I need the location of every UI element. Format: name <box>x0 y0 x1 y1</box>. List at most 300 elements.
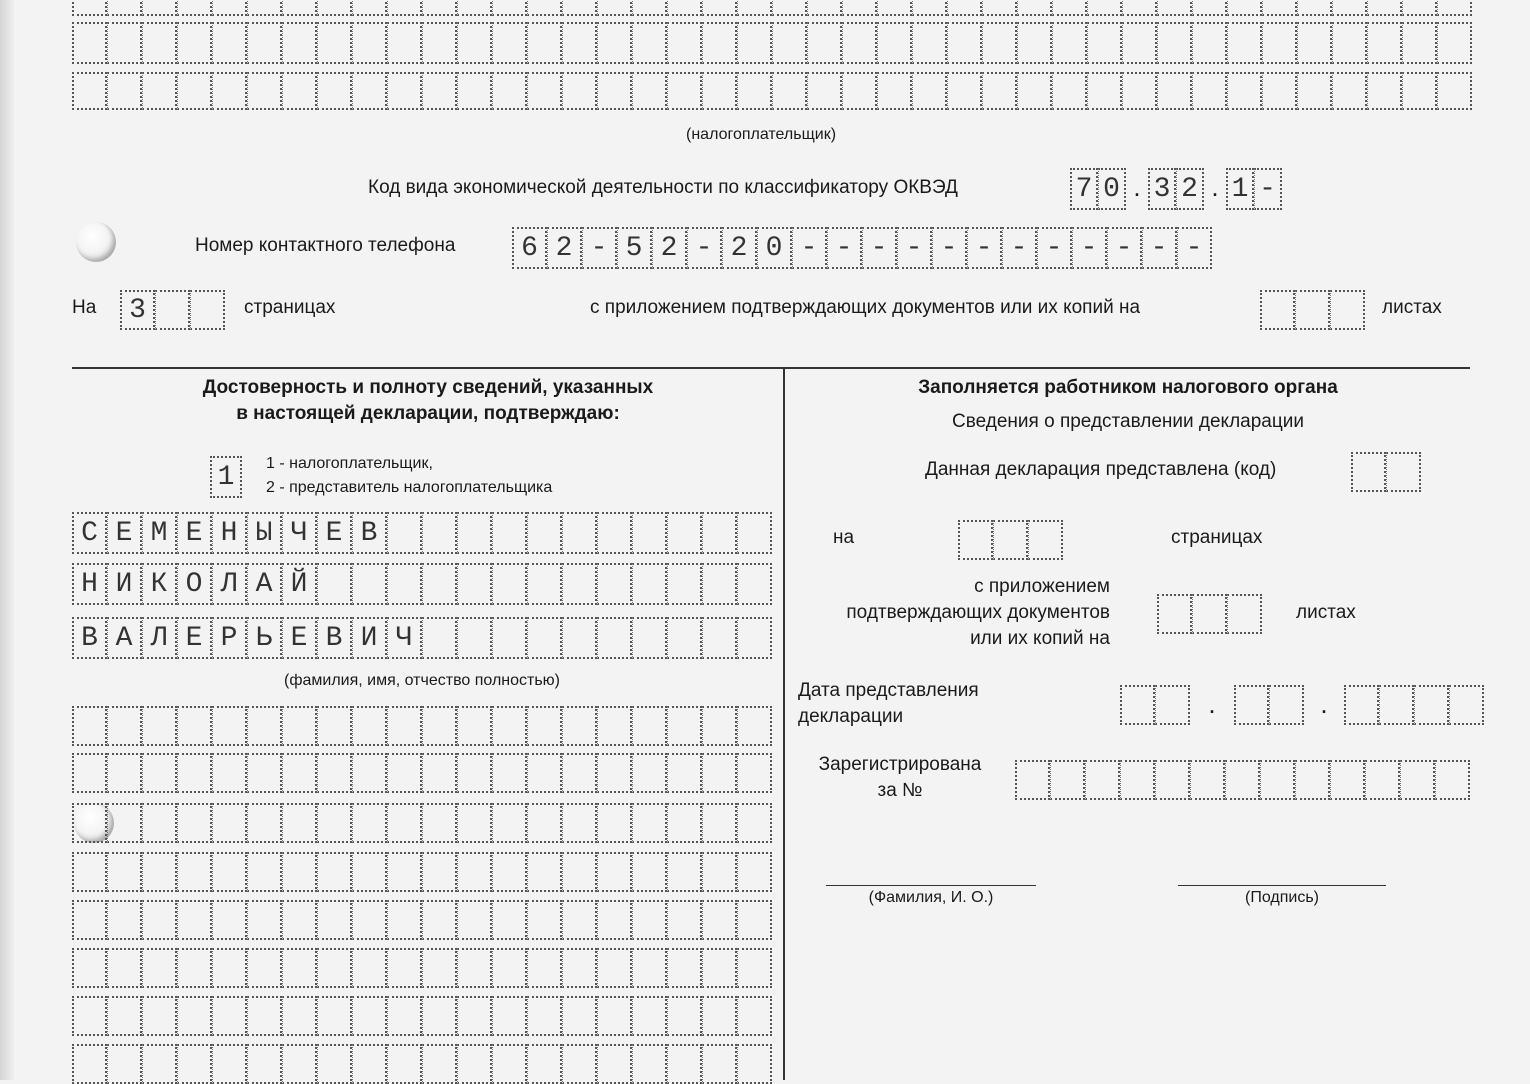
char-cell[interactable] <box>562 1044 597 1084</box>
char-cell[interactable] <box>1122 0 1157 16</box>
char-cell[interactable] <box>667 753 702 793</box>
char-cell[interactable] <box>492 852 527 892</box>
char-cell[interactable] <box>387 803 422 843</box>
char-cell[interactable] <box>317 72 352 110</box>
char-cell[interactable]: Ы <box>247 512 282 554</box>
char-cell[interactable] <box>492 0 527 16</box>
char-cell[interactable] <box>1262 22 1297 64</box>
char-cell[interactable] <box>107 72 142 110</box>
char-cell[interactable] <box>667 0 702 16</box>
char-cell[interactable] <box>667 706 702 746</box>
char-cell[interactable] <box>702 0 737 16</box>
char-cell[interactable] <box>632 753 667 793</box>
char-cell[interactable] <box>562 563 597 605</box>
char-cell[interactable] <box>177 900 212 940</box>
char-cell[interactable] <box>667 1044 702 1084</box>
char-cell[interactable] <box>72 948 107 988</box>
char-cell[interactable] <box>597 996 632 1036</box>
char-cell[interactable] <box>702 512 737 554</box>
char-cell[interactable] <box>72 1044 107 1084</box>
char-cell[interactable] <box>667 563 702 605</box>
char-cell[interactable] <box>1402 22 1437 64</box>
char-cell[interactable]: Н <box>72 563 107 605</box>
char-cell[interactable] <box>1017 72 1052 110</box>
char-cell[interactable] <box>702 753 737 793</box>
char-cell[interactable] <box>667 72 702 110</box>
char-cell[interactable] <box>562 706 597 746</box>
char-cell[interactable] <box>422 996 457 1036</box>
char-cell[interactable] <box>1344 685 1379 725</box>
char-cell[interactable] <box>387 753 422 793</box>
phone-field[interactable] <box>512 227 1212 269</box>
char-cell[interactable]: 6 <box>512 227 547 269</box>
char-cell[interactable] <box>72 22 107 64</box>
char-cell[interactable] <box>1192 0 1227 16</box>
char-cell[interactable] <box>457 996 492 1036</box>
char-cell[interactable] <box>317 852 352 892</box>
char-cell[interactable] <box>1017 0 1052 16</box>
char-cell[interactable] <box>107 852 142 892</box>
char-cell[interactable] <box>737 852 772 892</box>
submitted-code-field[interactable] <box>1351 452 1421 492</box>
char-cell[interactable] <box>737 900 772 940</box>
char-cell[interactable] <box>212 803 247 843</box>
char-cell[interactable] <box>177 0 212 16</box>
char-cell[interactable] <box>632 803 667 843</box>
char-cell[interactable] <box>1192 594 1227 634</box>
char-cell[interactable] <box>1087 0 1122 16</box>
char-cell[interactable]: К <box>142 563 177 605</box>
char-cell[interactable] <box>667 996 702 1036</box>
char-cell[interactable] <box>457 706 492 746</box>
char-cell[interactable] <box>527 72 562 110</box>
char-cell[interactable] <box>1260 290 1295 330</box>
char-cell[interactable] <box>1192 72 1227 110</box>
representative-row-8[interactable] <box>72 1044 772 1084</box>
char-cell[interactable] <box>877 72 912 110</box>
char-cell[interactable] <box>492 563 527 605</box>
char-cell[interactable] <box>352 0 387 16</box>
char-cell[interactable] <box>562 753 597 793</box>
char-cell[interactable] <box>72 852 107 892</box>
char-cell[interactable] <box>177 1044 212 1084</box>
char-cell[interactable] <box>527 563 562 605</box>
char-cell[interactable] <box>632 512 667 554</box>
char-cell[interactable] <box>422 753 457 793</box>
char-cell[interactable] <box>212 900 247 940</box>
char-cell[interactable] <box>702 948 737 988</box>
char-cell[interactable] <box>1332 22 1367 64</box>
char-cell[interactable]: Й <box>282 563 317 605</box>
char-cell[interactable] <box>247 996 282 1036</box>
char-cell[interactable] <box>737 803 772 843</box>
char-cell[interactable] <box>737 512 772 554</box>
char-cell[interactable] <box>107 996 142 1036</box>
char-cell[interactable] <box>282 72 317 110</box>
char-cell[interactable] <box>177 22 212 64</box>
char-cell[interactable] <box>177 948 212 988</box>
char-cell[interactable]: Е <box>317 512 352 554</box>
char-cell[interactable] <box>352 753 387 793</box>
char-cell[interactable] <box>317 706 352 746</box>
char-cell[interactable] <box>1330 760 1365 800</box>
char-cell[interactable] <box>1157 594 1192 634</box>
char-cell[interactable] <box>1085 760 1120 800</box>
char-cell[interactable] <box>317 900 352 940</box>
char-cell[interactable] <box>107 22 142 64</box>
char-cell[interactable] <box>737 22 772 64</box>
char-cell[interactable] <box>107 900 142 940</box>
char-cell[interactable] <box>632 1044 667 1084</box>
char-cell[interactable] <box>72 900 107 940</box>
char-cell[interactable] <box>247 22 282 64</box>
char-cell[interactable] <box>352 72 387 110</box>
char-cell[interactable] <box>247 72 282 110</box>
char-cell[interactable] <box>1190 760 1225 800</box>
char-cell[interactable] <box>597 948 632 988</box>
char-cell[interactable] <box>422 1044 457 1084</box>
char-cell[interactable] <box>282 1044 317 1084</box>
char-cell[interactable] <box>702 706 737 746</box>
char-cell[interactable] <box>352 948 387 988</box>
char-cell[interactable] <box>842 72 877 110</box>
char-cell[interactable] <box>1262 0 1297 16</box>
char-cell[interactable] <box>317 0 352 16</box>
char-cell[interactable] <box>702 617 737 659</box>
char-cell[interactable]: - <box>897 227 932 269</box>
char-cell[interactable] <box>282 948 317 988</box>
char-cell[interactable] <box>177 72 212 110</box>
char-cell[interactable] <box>562 72 597 110</box>
char-cell[interactable] <box>1297 0 1332 16</box>
char-cell[interactable] <box>212 22 247 64</box>
char-cell[interactable] <box>1122 72 1157 110</box>
char-cell[interactable] <box>247 900 282 940</box>
char-cell[interactable] <box>632 948 667 988</box>
char-cell[interactable] <box>142 706 177 746</box>
char-cell[interactable] <box>352 706 387 746</box>
char-cell[interactable]: Л <box>212 563 247 605</box>
char-cell[interactable] <box>1157 72 1192 110</box>
char-cell[interactable] <box>527 706 562 746</box>
char-cell[interactable]: В <box>317 617 352 659</box>
char-cell[interactable] <box>562 900 597 940</box>
char-cell[interactable] <box>1087 22 1122 64</box>
char-cell[interactable] <box>317 1044 352 1084</box>
char-cell[interactable] <box>737 706 772 746</box>
char-cell[interactable] <box>702 803 737 843</box>
char-cell[interactable]: 0 <box>1098 168 1126 210</box>
char-cell[interactable]: - <box>1037 227 1072 269</box>
char-cell[interactable] <box>597 852 632 892</box>
char-cell[interactable] <box>107 0 142 16</box>
char-cell[interactable] <box>387 22 422 64</box>
char-cell[interactable] <box>807 22 842 64</box>
char-cell[interactable] <box>1157 22 1192 64</box>
char-cell[interactable] <box>387 563 422 605</box>
char-cell[interactable] <box>422 803 457 843</box>
char-cell[interactable] <box>527 900 562 940</box>
char-cell[interactable] <box>597 617 632 659</box>
char-cell[interactable] <box>667 900 702 940</box>
representative-row-4[interactable] <box>72 852 772 892</box>
char-cell[interactable]: Ч <box>282 512 317 554</box>
okved-field[interactable] <box>1070 168 1282 210</box>
char-cell[interactable] <box>282 996 317 1036</box>
char-cell[interactable]: 0 <box>757 227 792 269</box>
char-cell[interactable] <box>422 22 457 64</box>
char-cell[interactable] <box>387 0 422 16</box>
registration-number-field[interactable] <box>1015 760 1470 800</box>
char-cell[interactable] <box>247 706 282 746</box>
char-cell[interactable] <box>737 563 772 605</box>
char-cell[interactable] <box>317 996 352 1036</box>
char-cell[interactable] <box>142 1044 177 1084</box>
char-cell[interactable]: В <box>352 512 387 554</box>
char-cell[interactable] <box>492 22 527 64</box>
char-cell[interactable] <box>317 803 352 843</box>
char-cell[interactable] <box>422 512 457 554</box>
char-cell[interactable] <box>912 22 947 64</box>
char-cell[interactable] <box>282 22 317 64</box>
char-cell[interactable]: Л <box>142 617 177 659</box>
char-cell[interactable] <box>1386 452 1421 492</box>
char-cell[interactable] <box>212 1044 247 1084</box>
char-cell[interactable] <box>387 72 422 110</box>
char-cell[interactable]: Ь <box>247 617 282 659</box>
char-cell[interactable] <box>527 0 562 16</box>
char-cell[interactable]: В <box>72 617 107 659</box>
char-cell[interactable] <box>1052 22 1087 64</box>
char-cell[interactable] <box>737 0 772 16</box>
char-cell[interactable] <box>842 0 877 16</box>
taxpayer-row-2[interactable] <box>72 72 1472 110</box>
char-cell[interactable] <box>597 72 632 110</box>
char-cell[interactable] <box>1052 72 1087 110</box>
char-cell[interactable] <box>72 706 107 746</box>
char-cell[interactable] <box>562 948 597 988</box>
char-cell[interactable] <box>457 22 492 64</box>
char-cell[interactable] <box>387 948 422 988</box>
char-cell[interactable]: 2 <box>547 227 582 269</box>
char-cell[interactable] <box>247 948 282 988</box>
char-cell[interactable]: Е <box>282 617 317 659</box>
char-cell[interactable] <box>772 22 807 64</box>
char-cell[interactable] <box>1351 452 1386 492</box>
char-cell[interactable] <box>142 996 177 1036</box>
char-cell[interactable] <box>142 22 177 64</box>
char-cell[interactable] <box>1155 760 1190 800</box>
char-cell[interactable] <box>1297 22 1332 64</box>
char-cell[interactable] <box>387 512 422 554</box>
char-cell[interactable]: Н <box>212 512 247 554</box>
char-cell[interactable] <box>212 72 247 110</box>
char-cell[interactable] <box>772 0 807 16</box>
char-cell[interactable] <box>1157 0 1192 16</box>
char-cell[interactable] <box>422 706 457 746</box>
char-cell[interactable] <box>1365 760 1400 800</box>
char-cell[interactable] <box>212 706 247 746</box>
patronymic-field[interactable] <box>72 617 772 659</box>
date-field[interactable] <box>1120 685 1484 725</box>
char-cell[interactable] <box>702 996 737 1036</box>
char-cell[interactable] <box>632 72 667 110</box>
char-cell[interactable] <box>1435 760 1470 800</box>
char-cell[interactable] <box>1028 520 1063 560</box>
char-cell[interactable] <box>597 563 632 605</box>
char-cell[interactable] <box>1295 760 1330 800</box>
char-cell[interactable]: 1 <box>1226 168 1254 210</box>
char-cell[interactable]: 2 <box>652 227 687 269</box>
char-cell[interactable] <box>1227 22 1262 64</box>
char-cell[interactable] <box>807 0 842 16</box>
char-cell[interactable] <box>247 753 282 793</box>
char-cell[interactable] <box>597 0 632 16</box>
char-cell[interactable] <box>142 0 177 16</box>
char-cell[interactable]: - <box>862 227 897 269</box>
char-cell[interactable] <box>107 948 142 988</box>
char-cell[interactable] <box>632 852 667 892</box>
char-cell[interactable] <box>737 948 772 988</box>
char-cell[interactable] <box>527 1044 562 1084</box>
char-cell[interactable] <box>155 290 190 330</box>
char-cell[interactable] <box>1087 72 1122 110</box>
taxpayer-row-1[interactable] <box>72 22 1472 64</box>
char-cell[interactable]: Е <box>177 512 212 554</box>
char-cell[interactable] <box>1402 72 1437 110</box>
representative-row-3[interactable] <box>72 803 772 843</box>
char-cell[interactable] <box>72 803 107 843</box>
char-cell[interactable]: 2 <box>1176 168 1204 210</box>
right-pages-field[interactable] <box>958 520 1063 560</box>
char-cell[interactable] <box>1330 290 1365 330</box>
char-cell[interactable] <box>247 1044 282 1084</box>
char-cell[interactable] <box>597 900 632 940</box>
char-cell[interactable] <box>632 900 667 940</box>
char-cell[interactable] <box>1015 760 1050 800</box>
char-cell[interactable]: И <box>107 563 142 605</box>
char-cell[interactable] <box>562 512 597 554</box>
char-cell[interactable] <box>1122 22 1157 64</box>
char-cell[interactable] <box>457 617 492 659</box>
char-cell[interactable]: 5 <box>617 227 652 269</box>
char-cell[interactable] <box>457 72 492 110</box>
char-cell[interactable] <box>597 22 632 64</box>
char-cell[interactable] <box>1332 0 1367 16</box>
char-cell[interactable] <box>1400 760 1435 800</box>
char-cell[interactable] <box>527 512 562 554</box>
char-cell[interactable] <box>912 0 947 16</box>
char-cell[interactable] <box>632 0 667 16</box>
char-cell[interactable] <box>947 72 982 110</box>
char-cell[interactable]: - <box>1107 227 1142 269</box>
char-cell[interactable] <box>422 948 457 988</box>
char-cell[interactable] <box>1379 685 1414 725</box>
char-cell[interactable] <box>317 22 352 64</box>
char-cell[interactable] <box>958 520 993 560</box>
char-cell[interactable] <box>527 617 562 659</box>
representative-row-7[interactable] <box>72 996 772 1036</box>
char-cell[interactable] <box>562 803 597 843</box>
char-cell[interactable] <box>527 803 562 843</box>
char-cell[interactable] <box>317 948 352 988</box>
char-cell[interactable] <box>807 72 842 110</box>
char-cell[interactable] <box>212 852 247 892</box>
char-cell[interactable] <box>492 996 527 1036</box>
char-cell[interactable] <box>737 996 772 1036</box>
char-cell[interactable] <box>1052 0 1087 16</box>
char-cell[interactable]: И <box>352 617 387 659</box>
char-cell[interactable]: - <box>582 227 617 269</box>
char-cell[interactable] <box>422 0 457 16</box>
char-cell[interactable] <box>387 852 422 892</box>
char-cell[interactable] <box>877 22 912 64</box>
char-cell[interactable] <box>142 900 177 940</box>
char-cell[interactable] <box>492 706 527 746</box>
char-cell[interactable] <box>1050 760 1085 800</box>
char-cell[interactable] <box>387 900 422 940</box>
char-cell[interactable] <box>212 753 247 793</box>
char-cell[interactable] <box>72 996 107 1036</box>
char-cell[interactable] <box>632 706 667 746</box>
char-cell[interactable] <box>1017 22 1052 64</box>
char-cell[interactable] <box>422 852 457 892</box>
char-cell[interactable] <box>72 72 107 110</box>
char-cell[interactable] <box>1225 760 1260 800</box>
char-cell[interactable] <box>597 706 632 746</box>
char-cell[interactable] <box>422 617 457 659</box>
attach-sheets-field[interactable] <box>1260 290 1365 330</box>
char-cell[interactable] <box>492 512 527 554</box>
char-cell[interactable] <box>387 706 422 746</box>
char-cell[interactable] <box>492 948 527 988</box>
char-cell[interactable] <box>1297 72 1332 110</box>
char-cell[interactable]: А <box>247 563 282 605</box>
right-sheets-field[interactable] <box>1157 594 1262 634</box>
char-cell[interactable] <box>702 1044 737 1084</box>
char-cell[interactable] <box>667 852 702 892</box>
char-cell[interactable] <box>1332 72 1367 110</box>
char-cell[interactable]: - <box>1254 168 1282 210</box>
surname-field[interactable] <box>72 512 772 554</box>
char-cell[interactable]: - <box>1072 227 1107 269</box>
char-cell[interactable] <box>1155 685 1190 725</box>
char-cell[interactable] <box>1295 290 1330 330</box>
char-cell[interactable]: С <box>72 512 107 554</box>
char-cell[interactable] <box>912 72 947 110</box>
char-cell[interactable] <box>177 706 212 746</box>
char-cell[interactable] <box>457 1044 492 1084</box>
char-cell[interactable] <box>177 996 212 1036</box>
char-cell[interactable] <box>352 22 387 64</box>
signer-code-field[interactable] <box>210 456 242 498</box>
char-cell[interactable] <box>597 512 632 554</box>
char-cell[interactable] <box>702 72 737 110</box>
char-cell[interactable] <box>632 563 667 605</box>
char-cell[interactable]: Е <box>177 617 212 659</box>
char-cell[interactable] <box>1269 685 1304 725</box>
char-cell[interactable]: - <box>967 227 1002 269</box>
char-cell[interactable] <box>1367 22 1402 64</box>
representative-row-2[interactable] <box>72 753 772 793</box>
char-cell[interactable] <box>877 0 912 16</box>
char-cell[interactable] <box>177 753 212 793</box>
char-cell[interactable] <box>632 617 667 659</box>
char-cell[interactable] <box>352 1044 387 1084</box>
char-cell[interactable] <box>72 0 107 16</box>
char-cell[interactable] <box>492 1044 527 1084</box>
char-cell[interactable] <box>947 22 982 64</box>
